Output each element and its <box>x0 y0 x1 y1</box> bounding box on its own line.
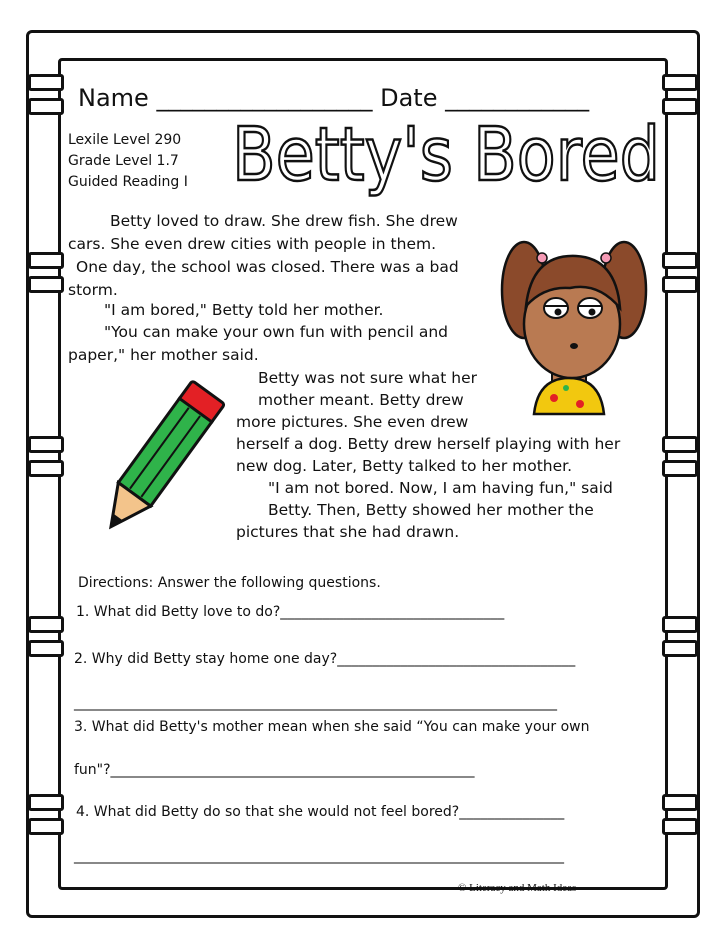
reading-levels <box>68 130 188 193</box>
answer-line[interactable]: ______________________________________________________________________ <box>74 848 564 864</box>
story-line: "I am not bored. Now, I am having fun," said <box>268 479 613 497</box>
story-line: storm. <box>68 281 118 299</box>
svg-text:Betty's Bored: Betty's Bored <box>232 112 660 198</box>
story-line: new dog. Later, Betty talked to her mother. <box>236 457 573 475</box>
girl-illustration <box>498 228 650 414</box>
name-blank[interactable]: __________________ <box>156 84 373 112</box>
date-blank[interactable]: ____________ <box>445 84 590 112</box>
story-line: "I am bored," Betty told her mother. <box>104 301 384 319</box>
name-date-row <box>78 84 589 112</box>
story-line: One day, the school was closed. There was a bad <box>76 258 459 276</box>
copyright-notice: © Literacy and Math Ideas <box>458 882 577 894</box>
pencil-illustration <box>92 376 224 548</box>
guided-reading-level: Guided Reading I <box>68 174 188 190</box>
story-line: "You can make your own fun with pencil and <box>104 323 448 341</box>
directions-text: Directions: Answer the following questions. <box>78 575 381 591</box>
story-line: Betty loved to draw. She drew fish. She drew <box>110 212 458 230</box>
question-line[interactable]: 3. What did Betty's mother mean when she said “You can make your own <box>74 719 590 735</box>
story-line: pictures that she had drawn. <box>236 523 460 541</box>
date-label: Date <box>380 84 438 112</box>
story-line: Betty. Then, Betty showed her mother the <box>268 501 594 519</box>
page-title <box>232 110 662 198</box>
name-label: Name <box>78 84 149 112</box>
story-line: cars. She even drew cities with people in them. <box>68 235 437 253</box>
story-line: herself a dog. Betty drew herself playing with her <box>236 435 621 453</box>
question-line[interactable]: 4. What did Betty do so that she would not feel bored?_______________ <box>76 804 565 820</box>
grade-level: Grade Level 1.7 <box>68 153 179 169</box>
lexile-level: Lexile Level 290 <box>68 132 182 148</box>
story-line: mother meant. Betty drew <box>258 391 464 409</box>
story-line: more pictures. She even drew <box>236 413 469 431</box>
question-line[interactable]: fun"?____________________________________________________ <box>74 762 475 778</box>
answer-line[interactable]: _____________________________________________________________________ <box>74 695 557 711</box>
question-line[interactable]: 1. What did Betty love to do?________________________________ <box>76 604 505 620</box>
story-line: paper," her mother said. <box>68 346 259 364</box>
story-line: Betty was not sure what her <box>258 369 478 387</box>
question-line[interactable]: 2. Why did Betty stay home one day?__________________________________ <box>74 651 576 667</box>
